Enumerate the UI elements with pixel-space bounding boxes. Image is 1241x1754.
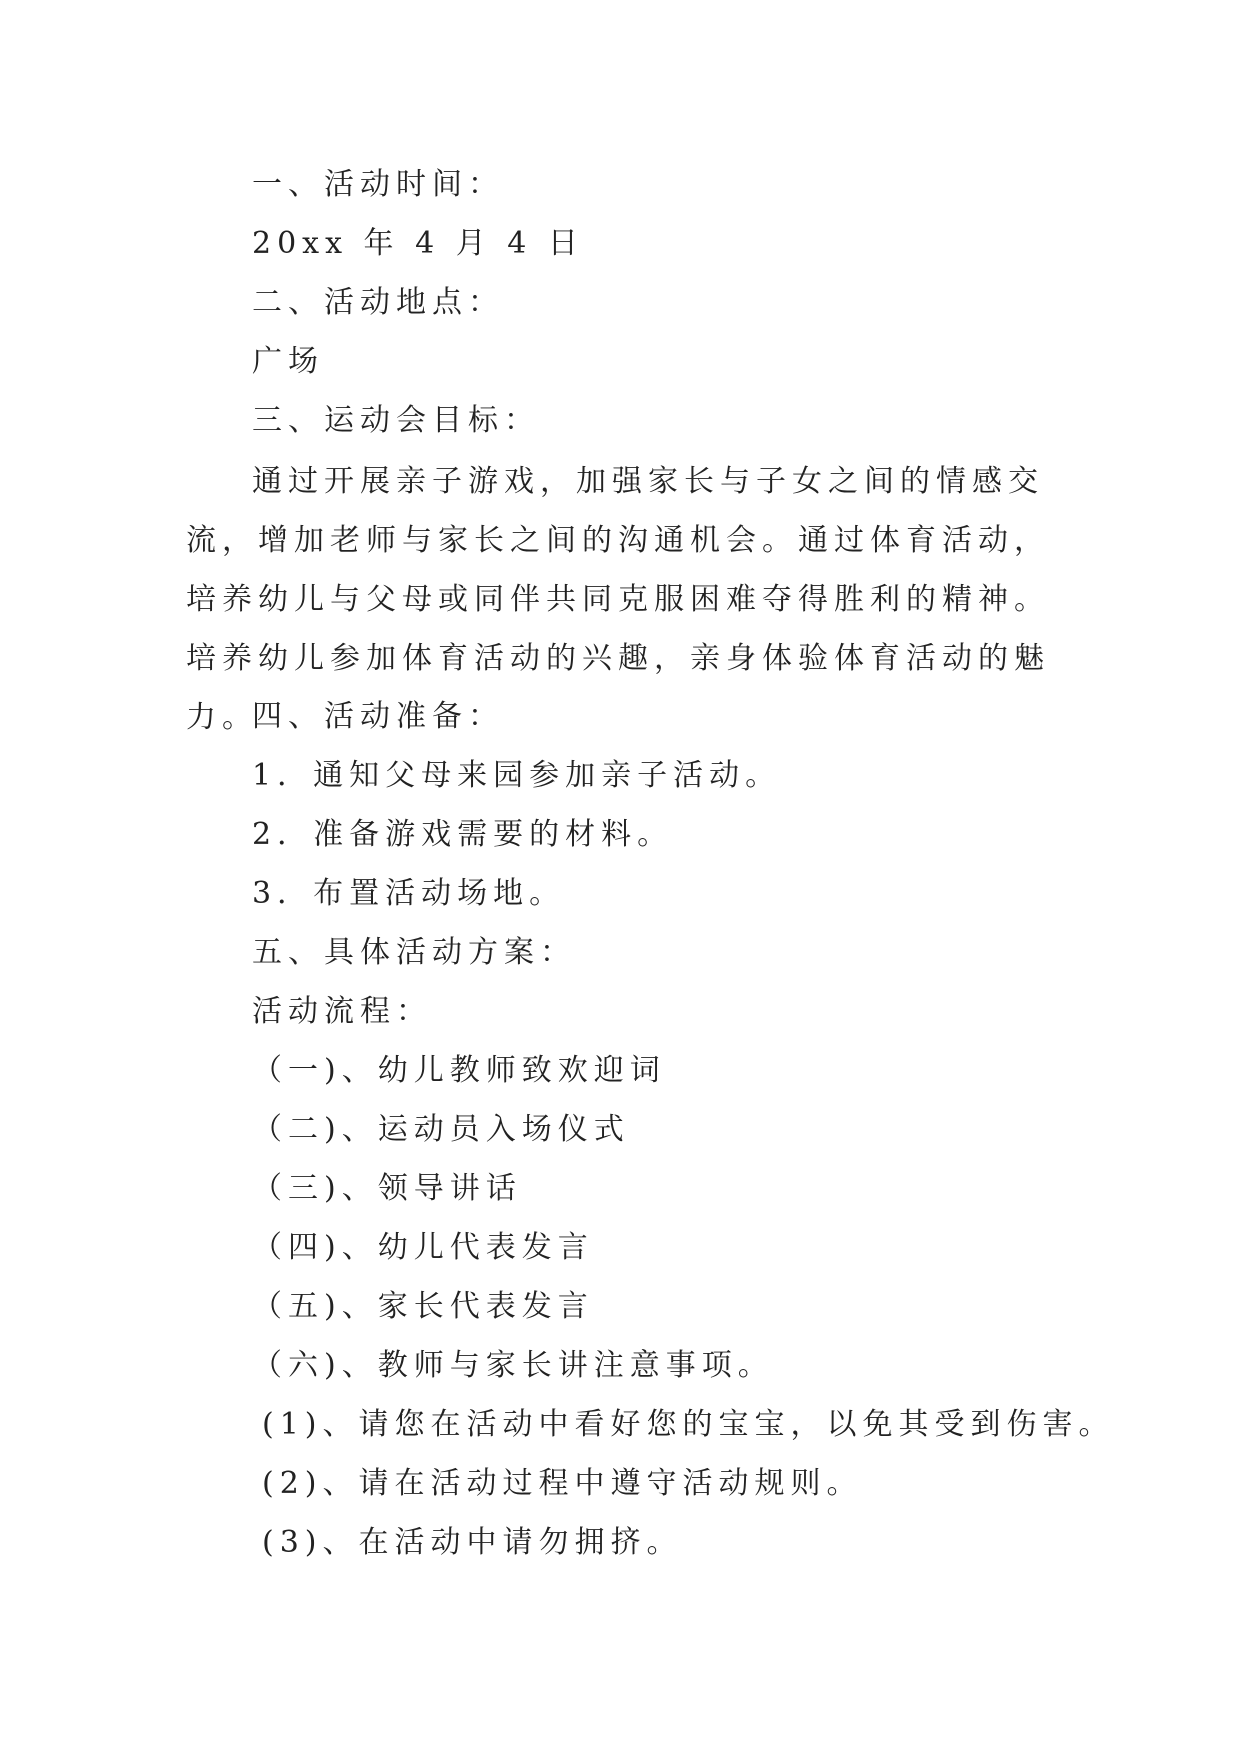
goals-paragraph: 通过开展亲子游戏，加强家长与子女之间的情感交流，增加老师与家长之间的沟通机会。通过体育活动，培养幼儿与父母或同伴共同克服困难夺得胜利的精神。培养幼儿参加体育活动的兴趣，亲身体验体育活动的魅力。 xyxy=(186,464,1050,735)
prep-item: 1．通知父母来园参加亲子活动。 xyxy=(252,758,782,793)
flow-heading: 活动流程： xyxy=(252,994,432,1029)
section-heading-location: 二、活动地点： xyxy=(252,285,504,320)
notice-item: (3)、在活动中请勿拥挤。 xyxy=(262,1525,683,1560)
section-heading-goals: 三、运动会目标： xyxy=(252,403,540,438)
section-heading-time: 一、活动时间： xyxy=(252,167,504,202)
section-heading-preparation: 四、活动准备： xyxy=(252,699,504,734)
prep-item: 2．准备游戏需要的材料。 xyxy=(252,817,674,852)
flow-item: （二)、运动员入场仪式 xyxy=(252,1112,630,1147)
section-heading-plan: 五、具体活动方案： xyxy=(252,935,576,970)
notice-item: (1)、请您在活动中看好您的宝宝，以免其受到伤害。 xyxy=(262,1407,1115,1442)
flow-item: （四)、幼儿代表发言 xyxy=(252,1230,594,1265)
flow-item: （一)、幼儿教师致欢迎词 xyxy=(252,1053,666,1088)
activity-location: 广场 xyxy=(252,344,324,379)
activity-date: 20xx 年 4 月 4 日 xyxy=(252,226,584,261)
notice-item: (2)、请在活动过程中遵守活动规则。 xyxy=(262,1466,863,1501)
flow-item: （五)、家长代表发言 xyxy=(252,1289,594,1324)
flow-item: （六)、教师与家长讲注意事项。 xyxy=(252,1348,774,1383)
flow-item: （三)、领导讲话 xyxy=(252,1171,522,1206)
prep-item: 3．布置活动场地。 xyxy=(252,876,566,911)
